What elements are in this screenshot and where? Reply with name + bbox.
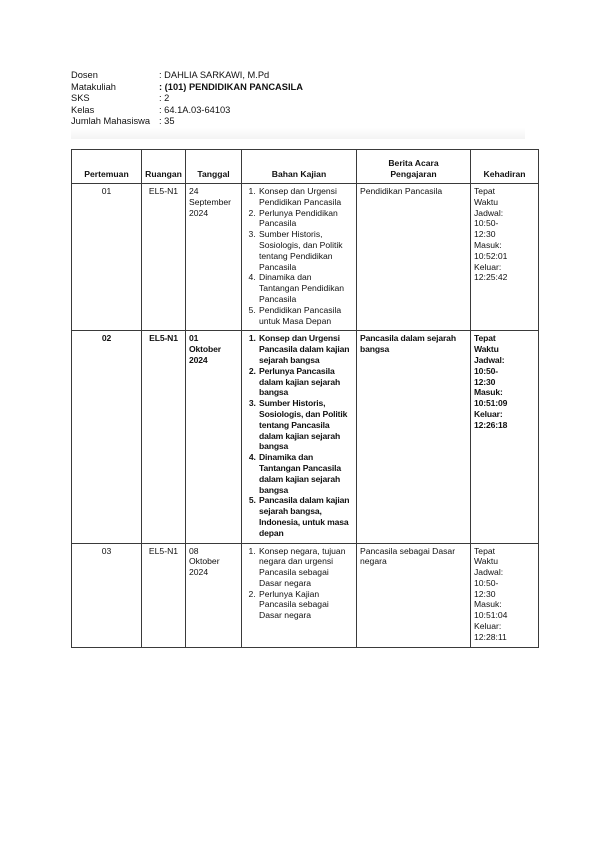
list-item: 5. Pancasila dalam kajian sejarah bangsa, Indonesia, untuk masa depan — [258, 495, 353, 538]
list-item: 3. Sumber Historis, Sosiologis, dan Politik tentang Pendidikan Pancasila — [258, 229, 353, 272]
table-row — [72, 331, 539, 543]
list-item: 3. Sumber Historis, Sosiologis, dan Politik tentang Pancasila dalam kajian sejarah bangsa — [258, 398, 353, 452]
cell-kehadiran: Tepat Waktu Jadwal: 10:50- 12:30 Masuk: 10:52:01 Keluar: 12:25:42 — [471, 184, 539, 331]
list-item: 2. Perlunya Pendidikan Pancasila — [258, 208, 353, 230]
cell-kehadiran: Tepat Waktu Jadwal: 10:50- 12:30 Masuk: 10:51:09 Keluar: 12:26:18 — [471, 331, 539, 543]
info-row — [71, 93, 303, 105]
cell-berita-acara: Pendidikan Pancasila — [357, 184, 471, 331]
list-item: 1. Konsep negara, tujuan negara dan urgensi Pancasila sebagai Dasar negara — [258, 546, 353, 589]
cell-ruangan: EL5-N1 — [142, 543, 186, 647]
info-label: Kelas — [71, 104, 95, 115]
cell-berita-acara: Pancasila dalam sejarah bangsa — [357, 331, 471, 543]
list-item: 2. Perlunya Kajian Pancasila sebagai Dasar negara — [258, 589, 353, 621]
info-value: : 64.1A.03-64103 — [159, 104, 231, 115]
cell-tanggal: 01 Oktober 2024 — [186, 331, 242, 543]
info-row — [71, 70, 303, 82]
info-row — [71, 82, 303, 94]
header-tanggal: Tanggal — [186, 150, 242, 184]
header-pertemuan: Pertemuan — [72, 150, 142, 184]
cell-bahan-kajian — [242, 184, 357, 331]
list-item: 2. Perlunya Pancasila dalam kajian sejarah bangsa — [258, 366, 353, 398]
info-value: : 2 — [159, 93, 170, 104]
cell-pertemuan: 02 — [72, 331, 142, 543]
header-bahan-kajian: Bahan Kajian — [242, 150, 357, 184]
info-value: : 35 — [159, 116, 175, 127]
table-row — [72, 543, 539, 647]
cell-berita-acara: Pancasila sebagai Dasar negara — [357, 543, 471, 647]
topic-list — [245, 333, 353, 538]
cell-bahan-kajian — [242, 331, 357, 543]
info-label: Matakuliah — [71, 81, 116, 92]
cell-tanggal: 08 Oktober 2024 — [186, 543, 242, 647]
table-row — [72, 184, 539, 331]
topic-list — [245, 186, 353, 326]
info-label: SKS — [71, 93, 90, 104]
info-row — [71, 105, 303, 117]
cell-ruangan: EL5-N1 — [142, 331, 186, 543]
list-item: 4. Dinamika dan Tantangan Pendidikan Pancasila — [258, 272, 353, 304]
list-item: 5. Pendidikan Pancasila untuk Masa Depan — [258, 305, 353, 327]
list-item: 1. Konsep dan Urgensi Pendidikan Pancasila — [258, 186, 353, 208]
cell-bahan-kajian — [242, 543, 357, 647]
info-divider-band — [71, 128, 525, 139]
attendance-table — [71, 149, 539, 648]
info-row — [71, 116, 303, 128]
cell-pertemuan: 03 — [72, 543, 142, 647]
cell-kehadiran: Tepat Waktu Jadwal: 10:50- 12:30 Masuk: 10:51:04 Keluar: 12:28:11 — [471, 543, 539, 647]
cell-tanggal: 24 September 2024 — [186, 184, 242, 331]
info-value: : (101) PENDIDIKAN PANCASILA — [159, 81, 303, 92]
info-label: Dosen — [71, 70, 98, 80]
header-ruangan: Ruangan — [142, 150, 186, 184]
table-header-row — [72, 150, 539, 184]
info-label: Jumlah Mahasiswa — [71, 116, 151, 127]
info-value: : DAHLIA SARKAWI, M.Pd — [159, 70, 270, 80]
header-berita-acara: Berita Acara Pengajaran — [357, 150, 471, 184]
topic-list — [245, 546, 353, 622]
list-item: 1. Konsep dan Urgensi Pancasila dalam kajian sejarah bangsa — [258, 333, 353, 365]
header-kehadiran: Kehadiran — [471, 150, 539, 184]
list-item: 4. Dinamika dan Tantangan Pancasila dalam kajian sejarah bangsa — [258, 452, 353, 495]
cell-pertemuan: 01 — [72, 184, 142, 331]
cell-ruangan: EL5-N1 — [142, 184, 186, 331]
course-info — [71, 70, 303, 128]
